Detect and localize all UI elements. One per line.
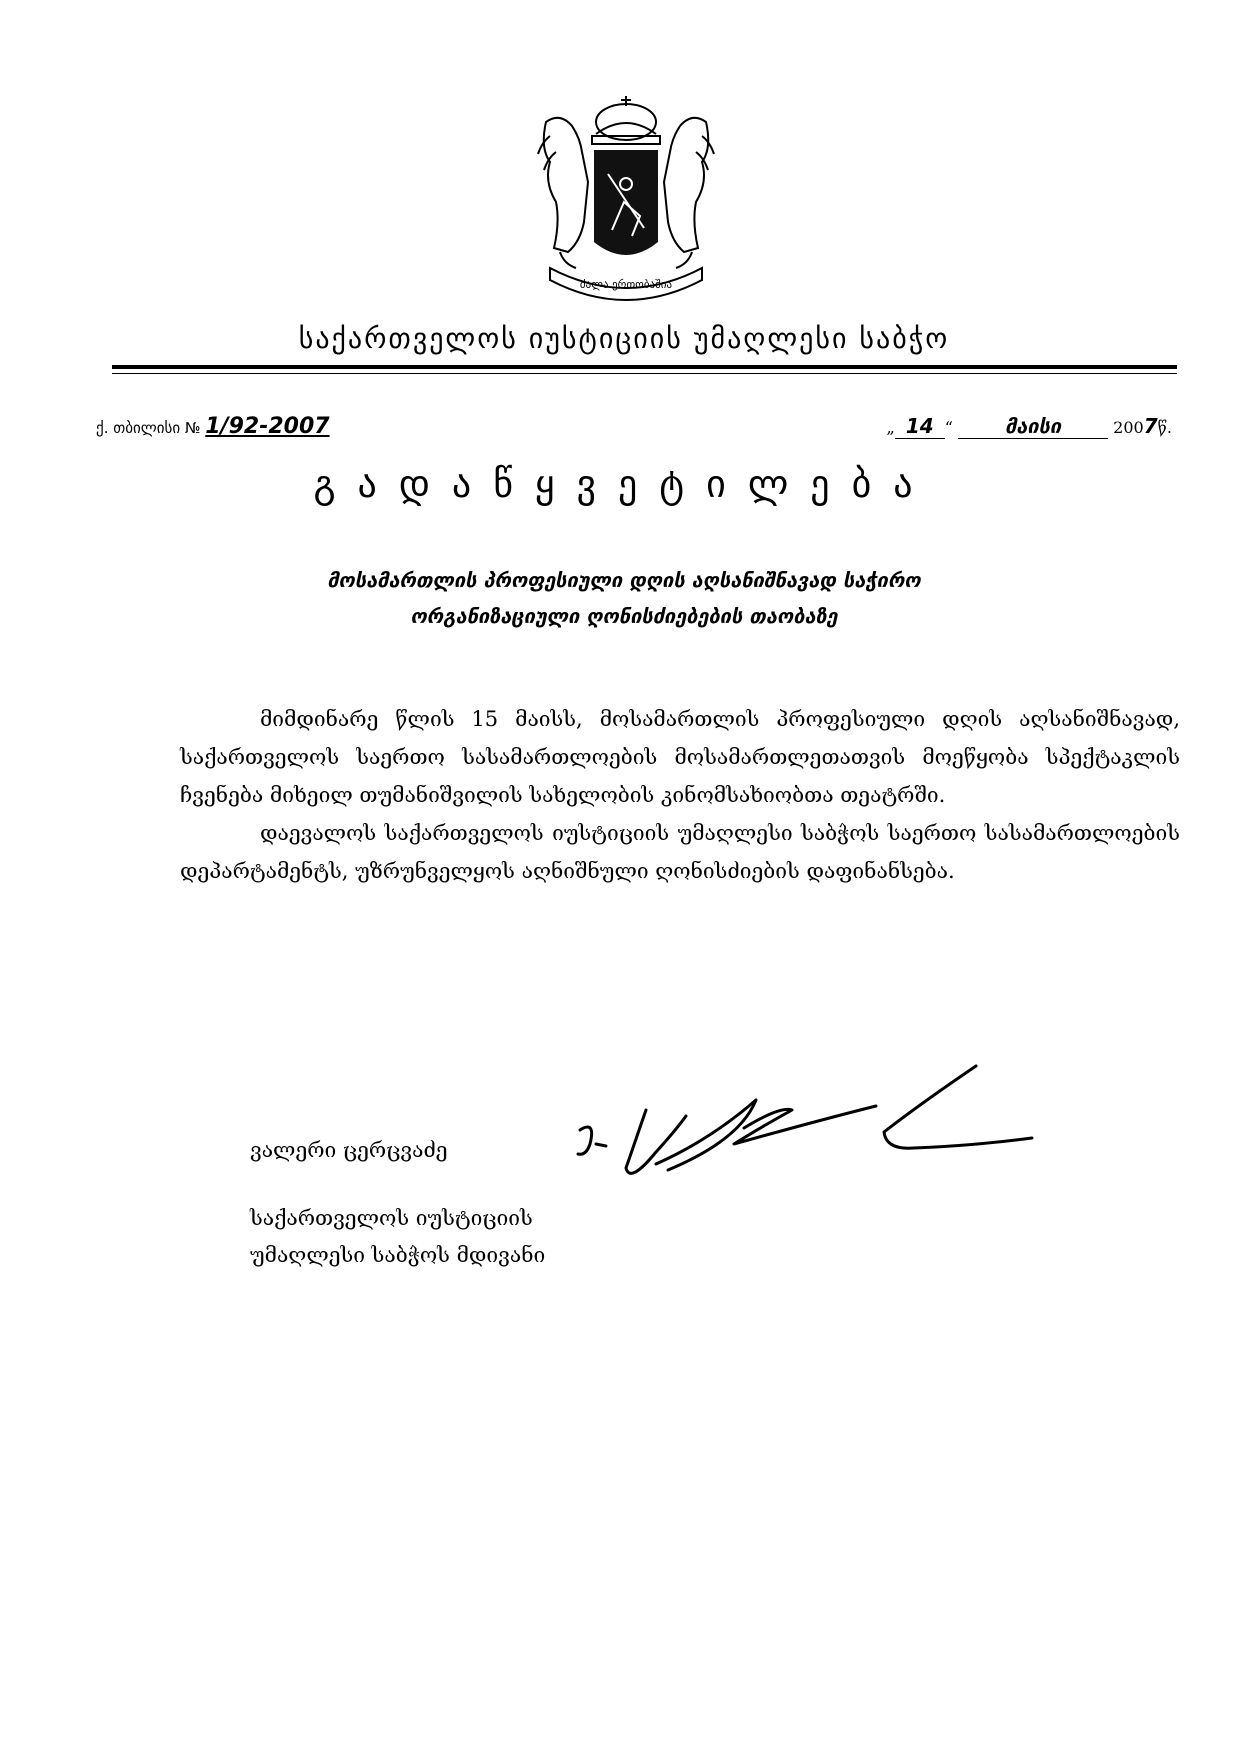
- handwritten-signature: [560, 1060, 1080, 1200]
- organization-title: საქართველოს იუსტიციის უმაღლესი საბჭო: [298, 322, 950, 355]
- header-divider-thin: [112, 373, 1177, 374]
- date-day: 14: [895, 414, 945, 439]
- date-year-prefix: 200: [1113, 418, 1144, 437]
- subject-line-1: მოსამართლის პროფესიული დღის აღსანიშნავად საჭირო: [327, 568, 921, 592]
- document-number: 1/92-2007: [205, 414, 330, 439]
- body-paragraph-1: მიმდინარე წლის 15 მაისს, მოსამართლის პროფესიული დღის აღსანიშნავად, საქართველოს საერთო სასამართლოების მოსამართლეთათვის მოეწყობა სპექტაკლის ჩვენება მიხეილ თუმანიშვილის სახელობის კინომსახიობთა თეატრში.: [180, 707, 1180, 807]
- position-line-2: უმაღლესი საბჭოს მდივანი: [250, 1243, 546, 1267]
- date-month: მაისი: [958, 414, 1108, 439]
- date-year-digit: 7: [1143, 414, 1158, 438]
- signatory-name: ვალერი ცერცვაძე: [250, 1138, 448, 1162]
- document-subject: [180, 562, 1068, 634]
- document-number-line: [96, 414, 330, 439]
- city-number-prefix: ქ. თბილისი №: [96, 419, 201, 437]
- subject-line-2: ორგანიზაციული ღონისძიებების თაობაზე: [410, 604, 838, 628]
- date-open-quote: „: [886, 418, 895, 437]
- document-body: [180, 700, 1180, 890]
- body-paragraph-2: დაევალოს საქართველოს იუსტიციის უმაღლესი საბჭოს საერთო სასამართლოების დეპარტამენტს, უზრუნველყოს აღნიშნული ღონისძიების დაფინანსება.: [180, 821, 1180, 883]
- document-date: [886, 414, 1172, 439]
- coat-of-arms-emblem: [520, 92, 732, 304]
- date-year-suffix: წ.: [1157, 418, 1172, 437]
- emblem-motto: ძალა ერთობაშია: [579, 278, 673, 291]
- date-close-quote: “: [944, 418, 953, 437]
- position-line-1: საქართველოს იუსტიციის: [250, 1206, 533, 1230]
- header-divider-thick: [112, 365, 1177, 369]
- document-type-heading: გადაწყვეტილება: [313, 462, 935, 506]
- georgia-coat-of-arms-icon: [520, 92, 732, 304]
- signatory-position: [250, 1200, 545, 1274]
